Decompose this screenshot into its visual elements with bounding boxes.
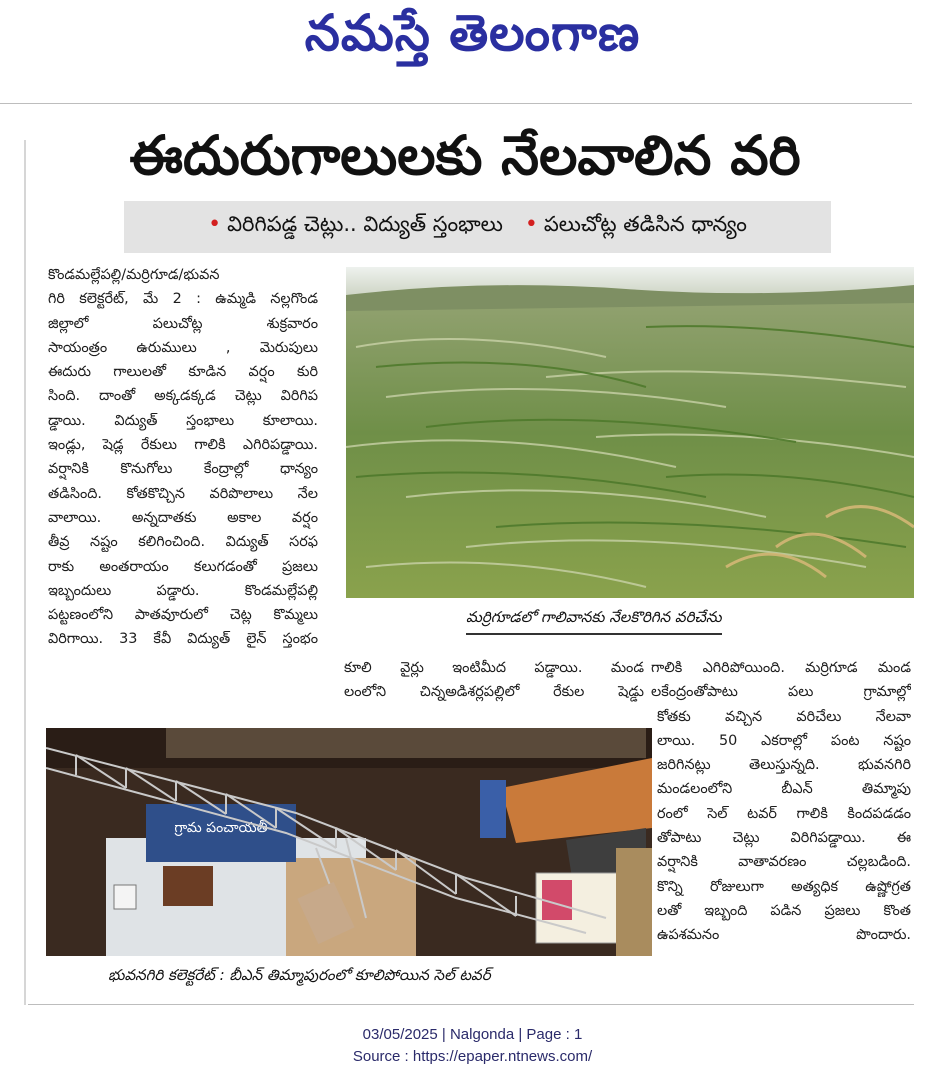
masthead-divider (0, 103, 912, 104)
article-column-1 (48, 263, 318, 652)
footer-divider (28, 1004, 914, 1005)
masthead-logo: నమస్తే తెలంగాణ (304, 4, 641, 62)
building-signboard: గ్రామ పంచాయతీ (174, 820, 268, 836)
body-line: కూలి వైర్లు ఇంటిమీద పడ్డాయి. మండ (344, 660, 644, 676)
body-line: వాలాయి. అన్నదాతకు అకాల వర్షం (48, 509, 318, 526)
edition-info: 03/05/2025 | Nalgonda | Page : 1 (362, 1026, 583, 1043)
body-line: వర్షానికి వాతావరణం చల్లబడింది. (657, 854, 911, 871)
body-line: డ్డాయి. విద్యుత్‌ స్తంభాలు కూలాయి. (48, 412, 318, 429)
photo-caption-paddy: మర్రిగూడలో గాలివానకు నేలకొరిగిన వరిచేను (466, 608, 722, 635)
body-line: కొన్ని రోజులుగా అత్యధిక ఉష్ణోగ్రత (657, 878, 911, 895)
body-line: జరిగినట్లు తెలుస్తున్నది. భువనగిరి (657, 757, 911, 774)
bullet-icon: • (524, 212, 538, 237)
body-line: లంలోని చిన్నఅడిశర్లపల్లిలో రేకుల షెడ్డు (344, 684, 644, 701)
body-line: మండలంలోని బీఎన్‌ తిమ్మాపు (657, 781, 911, 798)
body-line: రంలో సెల్‌ టవర్‌ గాలికి కిందపడడం (657, 805, 911, 822)
subdeck-text-1: విరిగిపడ్డ చెట్లు.. విద్యుత్‌ స్తంభాలు (227, 212, 503, 236)
page-left-border (24, 140, 26, 1005)
body-line: ఉపశమనం పొందారు. (657, 927, 911, 944)
body-line: తీవ్ర నష్టం కలిగించింది. విద్యుత్‌ సరఫ (48, 534, 318, 551)
subdeck-item-1 (208, 212, 503, 242)
article-headline: ఈదురుగాలులకు నేలవాలిన వరి (129, 124, 801, 187)
body-line: లాయి. 50 ఎకరాల్లో పంట నష్టం (657, 732, 911, 749)
body-line: లతో ఇబ్బంది పడిన ప్రజలు కొంత (657, 902, 911, 919)
photo-caption-tower: భువనగిరి కలెక్టరేట్‌ : బీఎన్‌ తిమ్మాపురంలో కూలిపోయిన సెల్‌ టవర్‌ (108, 966, 491, 984)
body-line: తోపాటు చెట్లు విరిగిపడ్డాయి. ఈ (657, 830, 911, 847)
body-line: గాలికి ఎగిరిపోయింది. మర్రిగూడ మండ (651, 660, 911, 676)
body-line: వర్షానికి కొనుగోలు కేంద్రాల్లో ధాన్యం (48, 461, 318, 478)
subdeck-item-2 (525, 212, 747, 242)
body-line: జిల్లాలో పలుచోట్ల శుక్రవారం (48, 315, 318, 332)
article-column-3 (651, 656, 911, 948)
body-line: ఇండ్లు, షెడ్ల రేకులు గాలికి ఎగిరిపడ్డాయి. (48, 437, 318, 454)
article-subdeck (124, 201, 831, 253)
article-column-2 (344, 656, 644, 705)
cell-tower-image (46, 728, 652, 956)
body-line: లకేంద్రంతోపాటు పలు గ్రామాల్లో (651, 684, 911, 701)
body-line: ఈదురు గాలులతో కూడిన వర్షం కురి (48, 364, 318, 381)
body-line: సాయంత్రం ఉరుములు , మెరుపులు (48, 339, 318, 356)
body-line: రాకు అంతరాయం కలుగడంతో ప్రజలు (48, 558, 318, 575)
bullet-icon: • (208, 212, 222, 237)
body-line: గిరి కలెక్టరేట్‌, మే 2 : ఉమ్మడి నల్లగొండ (48, 291, 318, 308)
body-line: సింది. దాంతో అక్కడక్కడ చెట్లు విరిగిప (48, 388, 318, 405)
cell-tower-photo (46, 728, 652, 956)
paddy-field-photo (346, 267, 914, 598)
subdeck-text-2: పలుచోట్ల తడిసిన ధాన్యం (543, 212, 747, 236)
source-link[interactable]: Source : https://epaper.ntnews.com/ (352, 1048, 593, 1065)
paddy-field-image (346, 267, 914, 598)
body-line: కోతకు వచ్చిన వరిచేలు నేలవా (657, 708, 911, 725)
body-line: విరిగాయి. 33 కేవీ విద్యుత్‌ లైన్‌ స్తంభం (48, 631, 318, 648)
body-line: కొండమల్లేపల్లి/మర్రిగూడ/భువన (48, 267, 220, 283)
body-line: ఇబ్బందులు పడ్డారు. కొండమల్లేపల్లి (48, 582, 318, 599)
body-line: పట్టణంలోని పాతవూరులో చెట్ల కొమ్మలు (48, 607, 318, 624)
body-line: తడిసింది. కోతకొచ్చిన వరిపొలాలు నేల (48, 485, 318, 502)
